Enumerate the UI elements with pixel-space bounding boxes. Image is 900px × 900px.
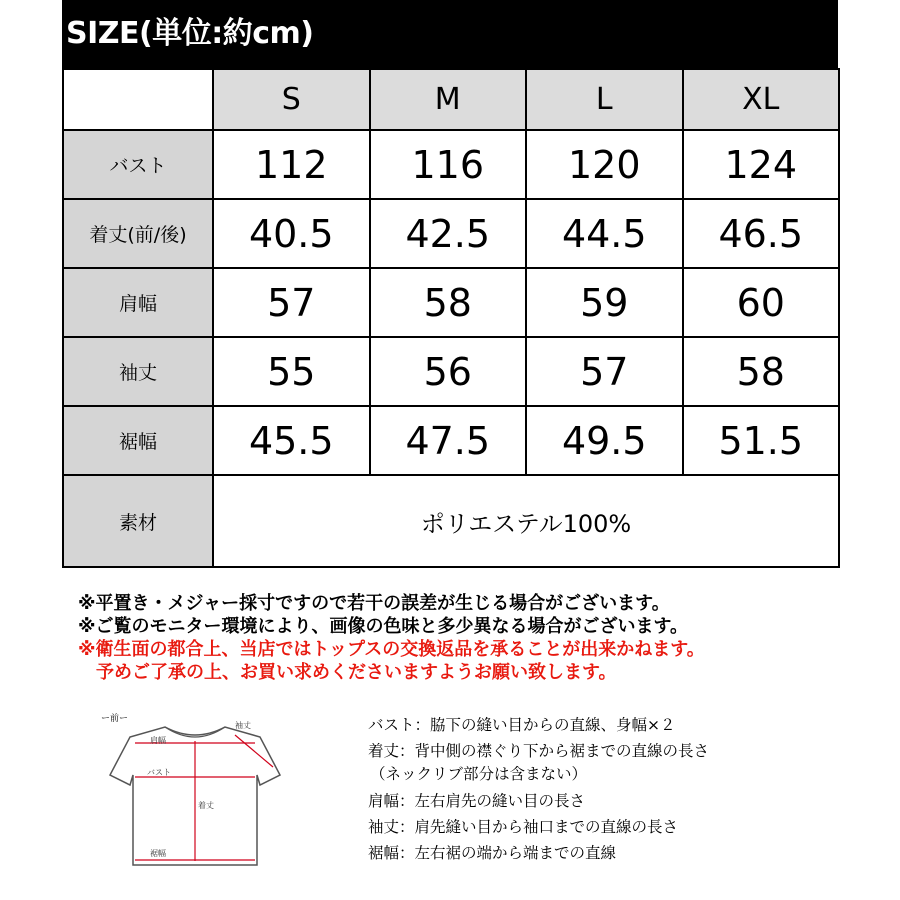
definition-line: （ネックリブ部分は含まない） <box>370 765 588 783</box>
definition-line: 肩幅：左右肩先の縫い目の長さ <box>368 792 586 810</box>
table-cell: 45.5 <box>213 406 370 475</box>
definition-line: 裾幅：左右裾の端から端までの直線 <box>368 844 617 862</box>
row-label: 着丈(前/後) <box>63 199 213 268</box>
size-header-xl: XL <box>683 69 840 130</box>
diagram-label-sleeve: 袖丈 <box>235 721 251 730</box>
tshirt-diagram <box>95 705 295 875</box>
note-line-warning: ※衛生面の都合上、当店ではトップスの交換返品を承ることが出来かねます。 <box>78 639 705 660</box>
row-label: 素材 <box>63 475 213 567</box>
table-cell: 44.5 <box>526 199 683 268</box>
table-cell: 59 <box>526 268 683 337</box>
table-cell: 56 <box>370 337 527 406</box>
table-cell: 40.5 <box>213 199 370 268</box>
diagram-front-label: ー前ー <box>101 714 129 724</box>
table-row-hem <box>63 406 839 475</box>
note-line: ※平置き・メジャー採寸ですので若干の誤差が生じる場合がございます。 <box>78 593 670 614</box>
table-cell: 55 <box>213 337 370 406</box>
table-cell: 46.5 <box>683 199 840 268</box>
notes <box>78 592 705 684</box>
table-row-bust <box>63 130 839 199</box>
size-header-row <box>63 69 839 130</box>
tshirt-outline-icon <box>95 705 295 875</box>
table-cell: 57 <box>213 268 370 337</box>
table-row-shoulder <box>63 268 839 337</box>
table-cell: 116 <box>370 130 527 199</box>
note-line-warning: 予めご了承の上、お買い求めくださいますようお願い致します。 <box>96 662 617 683</box>
table-cell: 60 <box>683 268 840 337</box>
table-row-sleeve <box>63 337 839 406</box>
table-cell: 42.5 <box>370 199 527 268</box>
diagram-label-bust: バスト <box>147 768 171 777</box>
definition-line: 着丈：背中側の襟ぐり下から裾までの直線の長さ <box>368 742 710 760</box>
row-label: バスト <box>63 130 213 199</box>
table-row-material <box>63 475 839 567</box>
diagram-label-shoulder: 肩幅 <box>150 736 166 745</box>
row-label: 袖丈 <box>63 337 213 406</box>
table-cell: 47.5 <box>370 406 527 475</box>
definition-line: 袖丈：肩先縫い目から袖口までの直線の長さ <box>368 818 679 836</box>
table-row-length <box>63 199 839 268</box>
size-header-s: S <box>213 69 370 130</box>
definition-line: バスト：脇下の縫い目からの直線、身幅×２ <box>368 716 676 734</box>
row-label: 肩幅 <box>63 268 213 337</box>
diagram-label-length: 着丈 <box>198 801 214 810</box>
header-blank-cell <box>63 69 213 130</box>
table-cell: 124 <box>683 130 840 199</box>
table-cell: 58 <box>370 268 527 337</box>
table-cell: 112 <box>213 130 370 199</box>
note-line: ※ご覧のモニター環境により、画像の色味と多少異なる場合がございます。 <box>78 616 689 637</box>
measurement-definitions <box>368 712 709 866</box>
size-table <box>62 68 840 568</box>
size-table-title: SIZE(単位:約cm) <box>62 0 838 68</box>
table-cell: 58 <box>683 337 840 406</box>
material-value: ポリエステル100% <box>213 475 839 567</box>
diagram-label-hem: 裾幅 <box>150 849 166 858</box>
table-cell: 49.5 <box>526 406 683 475</box>
table-cell: 120 <box>526 130 683 199</box>
table-cell: 51.5 <box>683 406 840 475</box>
row-label: 裾幅 <box>63 406 213 475</box>
size-header-l: L <box>526 69 683 130</box>
table-cell: 57 <box>526 337 683 406</box>
size-header-m: M <box>370 69 527 130</box>
